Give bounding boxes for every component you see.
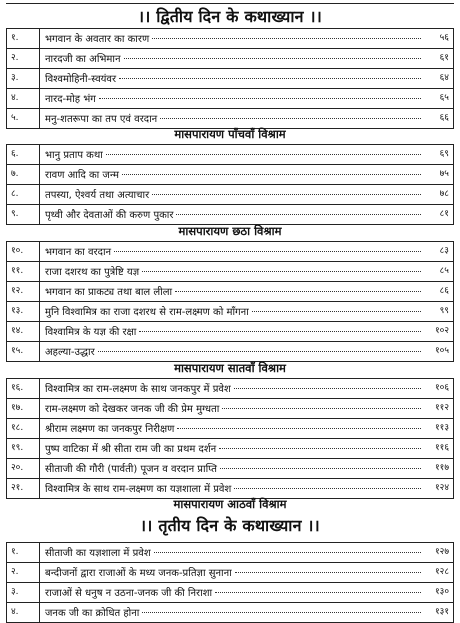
- item-page: ६४: [439, 73, 449, 83]
- item-page: ६६: [439, 113, 449, 123]
- item-number: ३.: [11, 587, 19, 597]
- item-number: ११.: [11, 266, 24, 276]
- toc-row[interactable]: [7, 563, 453, 583]
- leader-dots: [235, 563, 421, 573]
- toc-row[interactable]: [7, 583, 453, 603]
- item-page: ११७: [434, 463, 449, 473]
- item-page: ६१: [439, 53, 449, 63]
- item-page: १२७: [434, 547, 449, 557]
- leader-dots: [142, 603, 421, 613]
- leader-dots: [222, 399, 421, 409]
- item-number: १०.: [11, 246, 24, 256]
- item-page: ६५: [439, 93, 449, 103]
- item-number: २.: [11, 567, 19, 577]
- item-title: तपस्या, ऐश्वर्य तथा अत्याचार: [45, 190, 150, 201]
- toc-row[interactable]: [7, 322, 453, 342]
- leader-dots: [219, 439, 421, 449]
- toc-row[interactable]: [7, 205, 453, 224]
- leader-dots: [234, 479, 421, 489]
- item-number: ४.: [11, 93, 19, 103]
- leader-dots: [152, 29, 421, 39]
- item-page: ८३: [439, 246, 449, 256]
- toc-box-4: [6, 378, 454, 499]
- item-title: रावण आदि का जन्म: [45, 170, 119, 181]
- toc-row[interactable]: [7, 282, 453, 302]
- item-number: १७.: [11, 403, 24, 413]
- item-page: १२४: [434, 483, 449, 493]
- item-number: ६.: [11, 149, 19, 159]
- day3-title: ।। तृतीय दिन के कथाख्यान ।।: [140, 516, 320, 535]
- item-title: भानु प्रताप कथा: [45, 150, 103, 161]
- toc-row[interactable]: [7, 185, 453, 205]
- leader-dots: [106, 145, 421, 155]
- item-page: ८१: [439, 209, 449, 219]
- leader-dots: [122, 165, 421, 175]
- item-title: मनु-शतरूपा का तप एवं वरदान: [45, 114, 158, 125]
- toc-row[interactable]: [7, 49, 453, 69]
- toc-box-5: [6, 542, 454, 623]
- leader-dots: [175, 282, 421, 292]
- item-number: १४.: [11, 326, 24, 336]
- item-page: १३१: [434, 607, 449, 617]
- item-page: ५६: [439, 33, 449, 43]
- leader-dots: [142, 262, 421, 272]
- item-title: सीताजी का यज्ञशाला में प्रवेश: [45, 548, 151, 559]
- item-number: ५.: [11, 113, 19, 123]
- leader-dots: [152, 185, 421, 195]
- item-page: ११२: [434, 403, 449, 413]
- item-title: पुष्प वाटिका में श्री सीता राम जी का प्रथम दर्शन: [45, 444, 217, 455]
- item-page: ११६: [434, 443, 449, 453]
- toc-box-1: [6, 28, 454, 129]
- item-page: ७८: [439, 189, 449, 199]
- toc-row[interactable]: [7, 302, 453, 322]
- toc-box-3: [6, 241, 454, 362]
- item-page: ७५: [439, 169, 449, 179]
- leader-dots: [119, 69, 421, 79]
- toc-row[interactable]: [7, 399, 453, 419]
- item-number: २०.: [11, 463, 24, 473]
- item-page: १०५: [434, 346, 449, 356]
- toc-row[interactable]: [7, 89, 453, 109]
- toc-row[interactable]: [7, 459, 453, 479]
- toc-row[interactable]: [7, 543, 453, 563]
- item-page: ८५: [439, 266, 449, 276]
- toc-row[interactable]: [7, 69, 453, 89]
- item-number: ९.: [11, 209, 19, 219]
- toc-box-2: [6, 144, 454, 225]
- item-number: १५.: [11, 346, 24, 356]
- leader-dots: [114, 242, 421, 252]
- item-page: ११३: [434, 423, 449, 433]
- leader-dots: [139, 322, 421, 332]
- toc-row[interactable]: [7, 262, 453, 282]
- leader-dots: [177, 419, 421, 429]
- item-title: अहल्या-उद्धार: [45, 347, 95, 358]
- item-title: भगवान का प्राकट्य तथा बाल लीला: [45, 287, 173, 298]
- item-title: पृथ्वी और देवताओं की करुण पुकार: [45, 210, 174, 221]
- item-page: १३०: [434, 587, 449, 597]
- item-number: १.: [11, 33, 19, 43]
- leader-dots: [252, 302, 421, 312]
- item-title: विश्वमोहिनी-स्वयंवर: [45, 74, 117, 85]
- item-number: १२.: [11, 286, 24, 296]
- leader-dots: [176, 205, 421, 215]
- item-title: मुनि विश्वामित्र का राजा दशरथ से राम-लक्ष्मण को माँगना: [45, 307, 249, 318]
- item-number: १९.: [11, 443, 24, 453]
- leader-dots: [154, 543, 421, 553]
- item-title: विश्वामित्र का राम-लक्ष्मण के साथ जनकपुर में प्रवेश: [45, 384, 231, 395]
- top-rule: [6, 3, 454, 4]
- toc-row[interactable]: [7, 419, 453, 439]
- item-title: बन्दीजनों द्वारा राजाओं के मध्य जनक-प्रतिज्ञा सुनाना: [45, 568, 232, 579]
- item-number: १३.: [11, 306, 24, 316]
- item-title: श्रीराम लक्ष्मण का जनकपुर निरीक्षण: [45, 424, 175, 435]
- item-number: ४.: [11, 607, 19, 617]
- item-title: भगवान के अवतार का कारण: [45, 34, 150, 45]
- leader-dots: [220, 459, 421, 469]
- leader-dots: [99, 89, 421, 99]
- item-number: ८.: [11, 189, 19, 199]
- section-heading: मासपारायण सातवाँ विश्राम: [174, 361, 286, 375]
- toc-row[interactable]: [7, 603, 453, 622]
- item-title: राम-लक्ष्मण को देखकर जनक जी की प्रेम मुग्धता: [45, 404, 220, 415]
- item-number: १.: [11, 547, 19, 557]
- item-title: राजाओं से धनुष न उठना-जनक जी की निराशा: [45, 588, 213, 599]
- toc-row[interactable]: [7, 242, 453, 262]
- item-page: १२८: [434, 567, 449, 577]
- item-title: विश्वामित्र के साथ राम-लक्ष्मण का यज्ञशाला में प्रवेश: [45, 484, 232, 495]
- item-number: १८.: [11, 423, 24, 433]
- leader-dots: [98, 342, 421, 352]
- section-heading: मासपारायण छठा विश्राम: [178, 224, 282, 238]
- leader-dots: [215, 583, 421, 593]
- item-number: २१.: [11, 483, 24, 493]
- leader-dots: [160, 109, 421, 119]
- section-heading: मासपारायण आठवाँ विश्राम: [173, 497, 287, 511]
- item-title: भगवान का वरदान: [45, 247, 112, 258]
- toc-row[interactable]: [7, 145, 453, 165]
- toc-row[interactable]: [7, 165, 453, 185]
- item-page: ६९: [439, 149, 449, 159]
- item-title: नारदजी का अभिमान: [45, 54, 121, 65]
- item-number: ७.: [11, 169, 19, 179]
- item-page: ९९: [439, 306, 449, 316]
- item-title: सीताजी की गौरी (पार्वती) पूजन व वरदान प्राप्ति: [45, 464, 217, 475]
- toc-row[interactable]: [7, 379, 453, 399]
- item-title: राजा दशरथ का पुत्रेष्टि यज्ञ: [45, 267, 140, 278]
- item-page: १०२: [434, 326, 449, 336]
- toc-row[interactable]: [7, 29, 453, 49]
- toc-row[interactable]: [7, 479, 453, 498]
- item-number: २.: [11, 53, 19, 63]
- section-heading: मासपारायण पाँचवाँ विश्राम: [174, 127, 286, 141]
- item-title: जनक जी का क्रोधित होना: [45, 608, 140, 619]
- toc-row[interactable]: [7, 439, 453, 459]
- toc-row[interactable]: [7, 342, 453, 361]
- item-number: १६.: [11, 383, 24, 393]
- item-title: विश्वामित्र के यज्ञ की रक्षा: [45, 327, 137, 338]
- leader-dots: [234, 379, 421, 389]
- day2-title: ।। द्वितीय दिन के कथाख्यान ।।: [137, 7, 323, 26]
- item-title: नारद-मोह भंग: [45, 94, 96, 105]
- item-number: ३.: [11, 73, 19, 83]
- item-page: १०६: [434, 383, 449, 393]
- toc-row[interactable]: [7, 109, 453, 128]
- leader-dots: [124, 49, 421, 59]
- item-page: ८६: [439, 286, 449, 296]
